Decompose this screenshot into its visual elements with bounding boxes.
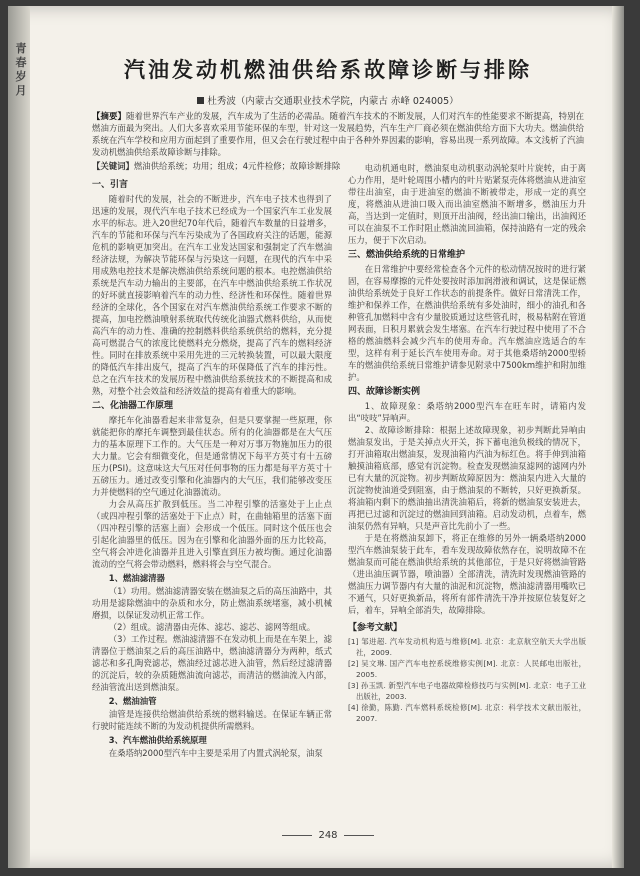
rule-right xyxy=(344,835,374,836)
page-gutter xyxy=(8,6,30,868)
reference-item: [1] 邹进超. 汽车发动机构造与维修[M]. 北京：北京航空航天大学出版社，2009. xyxy=(348,637,586,657)
paragraph: （1）功用。燃油滤清器安装在燃油泵之后的高压油路中，其功用是滤除燃油中的杂质和水分，防止燃油系统堵塞，减小机械磨损，以保证发动机正常工作。 xyxy=(92,586,332,620)
rule-left xyxy=(282,835,312,836)
references-label: 【参考文献】 xyxy=(348,623,403,633)
journal-page xyxy=(8,6,624,868)
keywords-label: 【关键词】 xyxy=(92,161,134,171)
section-heading: 1、燃油滤清器 xyxy=(108,573,165,583)
reference-item: [4] 徐勤，陈勤. 汽车燃料系统检修[M]. 北京：科学技术文献出版社，2007. xyxy=(348,703,586,723)
page-number xyxy=(268,830,388,841)
article-title: 汽油发动机燃油供给系故障诊断与排除 xyxy=(124,57,532,82)
paragraph: （3）工作过程。燃油滤清器不在发动机上而是在车架上，滤清器位于燃油泵之后的高压油路中，燃油滤清器分为两种，纸式滤芯和多孔陶瓷滤芯，燃油经过滤芯进入油管，然后经过滤清器的沉淀后，较的杂质随燃油流向滤芯，而清洁的燃油流入内部，经油管流出送到燃油泵。 xyxy=(92,634,332,692)
section-heading: 一、引言 xyxy=(92,180,129,190)
left-column xyxy=(92,176,332,759)
paragraph: 电动机通电时，燃油泵电动机驱动涡轮泵叶片旋转，由于离心力作用，是叶轮周围小槽内的叶片贴紧泵壳体将燃油从进油室带往出油室，由于进油室的燃油不断被带走，形成一定的真空度，将燃油从进油口吸入而出油室燃油不断增多，燃油压力升高，当达到一定值时，则顶开出油阀，经出油口输出，出油阀还可以在油泵不工作时阻止燃油流回油箱，保持油路有一定的残余压力，便于下次启动。 xyxy=(348,163,586,245)
section-heading: 四、故障诊断实例 xyxy=(348,387,421,397)
abstract-text: 随着世界汽车产业的发展，汽车成为了生活的必需品。随着汽车技术的不断发展，人们对汽车的性能要求不断提高，特别在燃油方面最为突出。人们大多喜欢采用节能环保的车型，针对这一发展趋势，汽车生产厂商必须在燃油供给方面下大功夫。燃油供给系统在汽车学校和应用方面起到了重要作用，但又会在行驶过程中由于各种外界因素的影响，容易出现一系列故障。本文浅析了汽油发动机燃油供给系故障诊断与排除。 xyxy=(92,111,585,157)
author-text: 杜秀波（内蒙古交通职业技术学院，内蒙古 赤峰 024005） xyxy=(207,96,459,107)
paragraph: 于是在将燃油泵卸下，将正在维修的另外一辆桑塔纳2000型汽车燃油泵装于此车，看车发现故障依然存在，说明故障不在燃油泵而可能在燃油供给系统的其他部位，于是只好将燃油管路（进出油压调节器，喷油器）全部清洗，清洗时发现燃油管路的燃油压力调节器内有大量的油泥和沉淀物，燃油滤清器用嘴吹已不通气，只好更换新品，将所有部件清洗干净并按原位装复好之后，着车，异响全部消失，故障排除。 xyxy=(348,533,586,615)
section-heading: 三、燃油供给系统的日常维护 xyxy=(348,250,466,260)
paragraph: 随着时代的发展，社会的不断进步，汽车电子技术也得到了迅速的发展，现代汽车电子技术已经成为一个国家汽车工业发展水平的标志。进入20世纪70年代后，随着汽车数量的日益增多，汽车的节能和环保与汽车污染成为了各国政府关注的话题，能源危机的影响更加突出。在汽车工业发达国家和强制定了汽车燃油经济法规，为解决节能环保与污染这一问题，在现代的汽车中采用成熟电控技术是解决燃油供给系统问题的根本。电控燃油供给系统是汽车动力输出的主要部，在汽车中燃油供给系统工作状况的好坏就直接影响着汽车的动力性、经济性和环保性。随着世界经济的全球化，各个国家在对汽车燃油供给系统工作要求不断的提高，加电控燃油喷射系统取代传统化油器式燃料供给，从而使高汽车的动力性、准确的控制燃料供给系统供给的燃料，充分提高可燃混合气的浓度比使燃料充分燃烧，提高了汽车的燃料经济性。同时在排放系统中采用先进的三元转换装置，可以最大限度的降低汽车排出废气，提高了汽车的环保降低了汽车的排污性。总之在汽车技术的发展历程中燃油供给系统技术的不断提高和成熟，对整个社会效益和经济效益的提高有着重大的影响。 xyxy=(92,194,332,396)
section-heading: 二、化油器工作原理 xyxy=(92,401,174,411)
paragraph: 在桑塔纳2000型汽车中主要是采用了内置式涡轮泵，油泵 xyxy=(108,748,323,758)
paragraph: 在日常维护中要经常检查各个元件的松动情况按时的进行紧固，在容易摩擦的元件处要按时添加润滑液和调试，这是保证燃油供给系统处于良好工作状态的前提条件。做好日常清洗工作，维护和保养工作，在燃油供给系统有多处油时，细小的油孔和各种管孔加燃料中含有少量胶质通过这些管孔时，极易粘附在管道网表面，日积月累就会发生堵塞。在汽车行驶过程中使用了不合格的燃油燃料会减少汽车的使用寿命。汽车燃油应选适合的车型，这样有利于延长汽车使用寿命。对于其他桑塔纳2000型轿车的燃油供给系统日常维护请参见附录中7500km维护和附加维护。 xyxy=(348,264,586,382)
abstract-label: 【摘要】 xyxy=(92,111,126,121)
abstract xyxy=(92,110,584,158)
reference-list xyxy=(348,636,586,724)
paragraph: 摩托车化油器看起来非常复杂，但是只要掌握一些原理，你就能把你的摩托车调整到最佳状态。所有的化油器都是在大气压力的基本原理下工作的。大气压是一种对万事万物施加压力的很大力量。它会有细微变化，但是通常情况下每平方英寸有十五磅压力(PSI)。这意味这大气压对任何事物的压力都是每平方英寸十五磅压力。通过改变引擎和化油器内的大气压，我们能够改变压力并使燃料的空气通过化油器流动。 xyxy=(92,415,332,497)
paragraph: 2、故障诊断排除：根据上述故障现象，初步判断此异响由燃油泵发出，于是关掉点火开关，拆下蓄电池负极线的情况下，打开油箱取出燃油泵，发现油箱内汽油为标红色。将手伸到油箱触摸油箱底部，感觉有沉淀物。检查发现燃油泵滤网的滤网内外已有大量的沉淀物。初步判断故障原因为：燃油泵内进入大量的沉淀物使油道受到阻塞，由于燃油泵的不断转，只好更换新泵。将油箱内剩下的燃油抽出清洗油箱后，将新的燃油泵安装进去，再把已过滤和沉淀过的燃油回到油箱。启动发动机，点着车，燃油泵仍然有异响，只是声音比先前小了一些。 xyxy=(348,425,586,531)
paragraph: （2）组成。滤清器由壳体、滤芯、滤芯、滤网等组成。 xyxy=(108,622,316,632)
paragraph: 力会从高压扩散到低压。当二冲程引擎的活塞处于上止点（或四冲程引擎的活塞处于下止点）时，在曲轴箱里的活塞下面（四冲程引擎的活塞上面）会形成一个低压。同时这个低压也会引起化油器里的低压。因为在引擎和化油器外面的压力比较高，空气将会冲进化油器并且进入引擎直到压力被均衡。通过化油器流动的空气将会带动燃料，燃料将会与空气混合。 xyxy=(92,499,332,569)
keywords-text: 燃油供给系统；功用；组成；4元件检修；故障诊断排除 xyxy=(133,161,341,171)
reference-item: [2] 吴文琳. 国产汽车电控系统维修实例[M]. 北京：人民邮电出版社，2005. xyxy=(348,659,586,679)
page-edge xyxy=(612,6,624,868)
paragraph: 油管是连接供给燃油供给系统的燃料输送。在保证车辆正常行驶时能连续不断的为发动机提供所需燃料。 xyxy=(92,709,332,731)
paragraph: 1、故障现象：桑塔纳2000型汽车在旺车时，请箱内发出“吱吱”异响声。 xyxy=(348,401,586,423)
page-number-text: 248 xyxy=(318,830,338,841)
right-column xyxy=(348,162,586,724)
references xyxy=(348,622,586,724)
section-heading: 3、汽车燃油供给系统原理 xyxy=(108,735,207,745)
square-bullet-icon xyxy=(197,97,204,104)
author-line xyxy=(68,93,588,107)
right-sections xyxy=(348,162,586,616)
section-heading: 2、燃油油管 xyxy=(108,696,157,706)
reference-item: [3] 孙玉凯. 新型汽车电子电器故障检修技巧与实例[M]. 北京：电子工业出版社，2003. xyxy=(348,681,586,701)
column-brand: 青春岁月 xyxy=(15,42,27,97)
